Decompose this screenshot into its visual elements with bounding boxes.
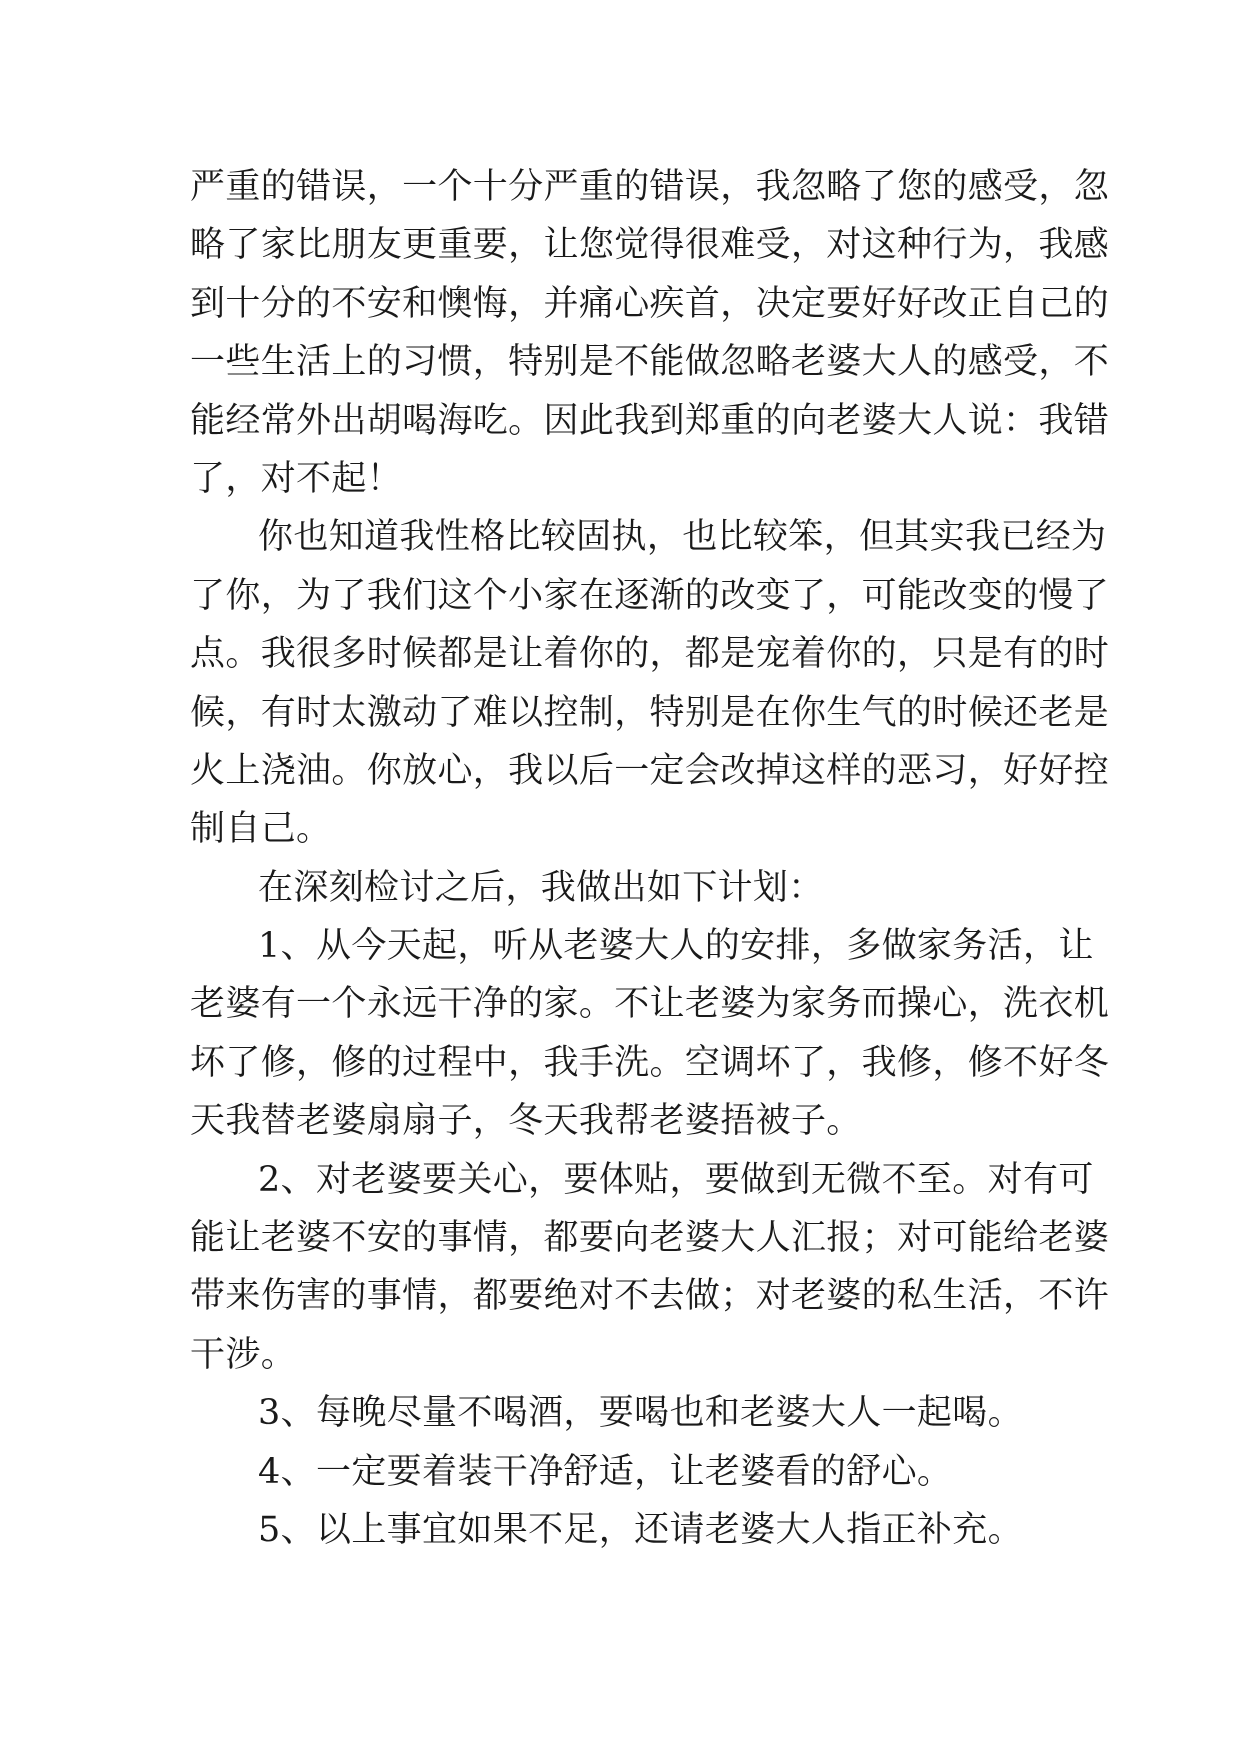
text-line: 1、从今天起，听从老婆大人的安排，多做家务活，让 bbox=[258, 926, 1094, 967]
text-line: 一些生活上的习惯，特别是不能做忽略老婆大人的感受，不 bbox=[190, 342, 1110, 383]
text-line: 火上浇油。你放心，我以后一定会改掉这样的恶习，好好控 bbox=[190, 750, 1110, 791]
text-line: 带来伤害的事情，都要绝对不去做；对老婆的私生活，不许 bbox=[190, 1276, 1110, 1317]
text-line: 严重的错误，一个十分严重的错误，我忽略了您的感受，忽 bbox=[190, 167, 1110, 207]
text-line: 制自己。 bbox=[190, 809, 332, 850]
text-line: 能让老婆不安的事情，都要向老婆大人汇报；对可能给老婆 bbox=[190, 1218, 1110, 1259]
text-line: 5、以上事宜如果不足，还请老婆大人指正补充。 bbox=[258, 1509, 1023, 1550]
document-body bbox=[190, 158, 1110, 1559]
text-line: 能经常外出胡喝海吃。因此我到郑重的向老婆大人说：我错 bbox=[190, 400, 1110, 441]
text-line: 到十分的不安和懊悔，并痛心疾首，决定要好好改正自己的 bbox=[190, 283, 1110, 324]
text-line: 在深刻检讨之后，我做出如下计划： bbox=[258, 867, 824, 908]
text-line: 略了家比朋友更重要，让您觉得很难受，对这种行为，我感 bbox=[190, 225, 1110, 266]
text-line: 了你，为了我们这个小家在逐渐的改变了，可能改变的慢了 bbox=[190, 575, 1110, 616]
text-line: 坏了修，修的过程中，我手洗。空调坏了，我修，修不好冬 bbox=[190, 1042, 1110, 1083]
text-line: 天我替老婆扇扇子，冬天我帮老婆捂被子。 bbox=[190, 1101, 862, 1142]
text-line: 3、每晚尽量不喝酒，要喝也和老婆大人一起喝。 bbox=[258, 1393, 1023, 1434]
text-line: 了，对不起！ bbox=[190, 458, 403, 499]
text-line: 干涉。 bbox=[190, 1334, 297, 1375]
text-line: 点。我很多时候都是让着你的，都是宠着你的，只是有的时 bbox=[190, 634, 1110, 675]
text-line: 老婆有一个永远干净的家。不让老婆为家务而操心，洗衣机 bbox=[190, 984, 1110, 1025]
text-line: 4、一定要着装干净舒适，让老婆看的舒心。 bbox=[258, 1451, 953, 1492]
text-line: 2、对老婆要关心，要体贴，要做到无微不至。对有可 bbox=[258, 1159, 1094, 1200]
text-line: 你也知道我性格比较固执，也比较笨，但其实我已经为 bbox=[258, 517, 1107, 558]
text-line: 候，有时太激动了难以控制，特别是在你生气的时候还老是 bbox=[190, 692, 1110, 733]
